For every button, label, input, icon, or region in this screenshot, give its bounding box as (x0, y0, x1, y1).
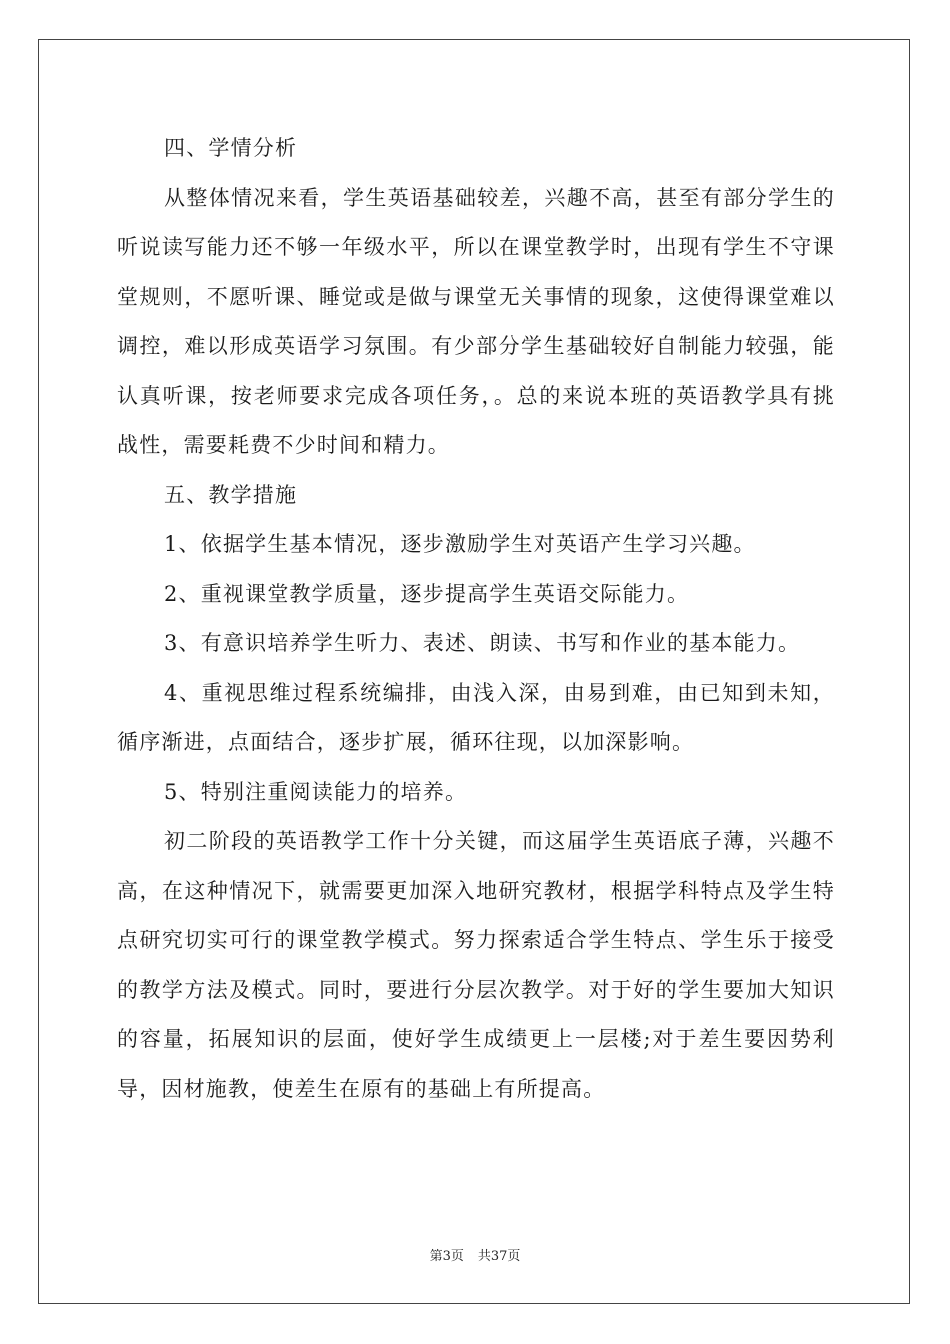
section-heading-teaching-measures: 五、教学措施 (164, 482, 298, 507)
document-body (117, 124, 835, 1114)
measure-item-4: 4、重视思维过程系统编排，由浅入深，由易到难，由已知到未知，循序渐进，点面结合，逐步扩展，循环往现，以加深影响。 (117, 680, 835, 754)
section-heading-learning-analysis: 四、学情分析 (164, 136, 298, 160)
measure-item-3: 3、有意识培养学生听力、表述、朗读、书写和作业的基本能力。 (164, 631, 801, 655)
paragraph-learning-analysis: 从整体情况来看，学生英语基础较差，兴趣不高，甚至有部分学生的听说读写能力还不够一年级水平，所以在课堂教学时，出现有学生不守课堂规则，不愿听课、睡觉或是做与课堂无关事情的现象，这使得课堂难以调控，难以形成英语学习氛围。有少部分学生基础较好自制能力较强，能认真听课，按老师要求完成各项任务，。总的来说本班的英语教学具有挑战性，需要耗费不少时间和精力。 (117, 185, 835, 457)
measure-item-5: 5、特别注重阅读能力的培养。 (164, 779, 468, 804)
measure-item-1: 1、依据学生基本情况，逐步激励学生对英语产生学习兴趣。 (164, 532, 756, 556)
page-total: 共37页 (477, 1249, 521, 1264)
measure-item-2: 2、重视课堂教学质量，逐步提高学生英语交际能力。 (164, 581, 690, 606)
page-footer (0, 1249, 950, 1265)
paragraph-conclusion: 初二阶段的英语教学工作十分关键，而这届学生英语底子薄，兴趣不高，在这种情况下，就需要更加深入地研究教材，根据学科特点及学生特点研究切实可行的课堂教学模式。努力探索适合学生特点、学生乐于接受的教学方法及模式。同时，要进行分层次教学。对于好的学生要加大知识的容量，拓展知识的层面，使好学生成绩更上一层楼;对于差生要因势利导，因材施教，使差生在原有的基础上有所提高。 (117, 829, 835, 1101)
page-number: 第3页 (429, 1249, 464, 1264)
